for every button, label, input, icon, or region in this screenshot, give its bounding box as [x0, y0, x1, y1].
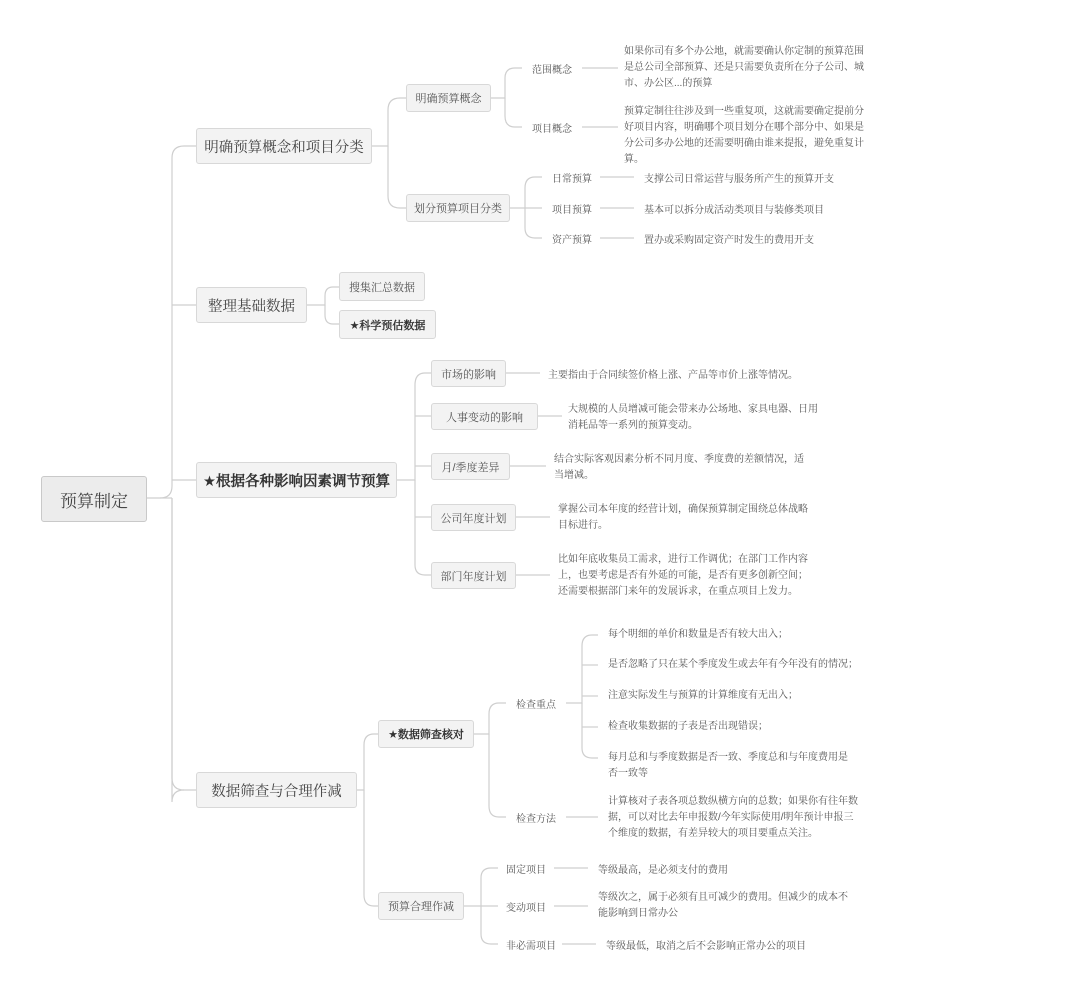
branch-basic-data[interactable]	[196, 287, 307, 323]
desc-check-method: 计算核对子表各项总数纵横方向的总数；如果你有往年数据，可以对比去年申报数/今年实际使用/明年预计申报三个维度的数据，有差异较大的项目要重点关注。	[608, 796, 858, 839]
node-classify-items[interactable]	[406, 194, 510, 222]
node-hr-change-label: 人事变动的影响	[446, 411, 523, 424]
branch-screen-reduce-label: 数据筛查与合理作减	[211, 783, 342, 800]
desc-asset-budget: 置办或采购固定资产时发生的费用开支	[644, 235, 814, 246]
leaf-asset-budget[interactable]: 资产预算	[552, 235, 592, 246]
node-clarify-concept-label: 明确预算概念	[415, 93, 482, 105]
node-annual-plan[interactable]	[431, 504, 516, 531]
node-screen-check[interactable]	[378, 720, 474, 748]
leaf-daily-budget[interactable]: 日常预算	[552, 174, 592, 185]
node-classify-items-label: 划分预算项目分类	[414, 203, 502, 215]
desc-season-diff: 结合实际客观因素分析不同月度、季度费的差额情况，适当增减。	[554, 454, 804, 481]
desc-fixed-item: 等级最高，是必须支付的费用	[598, 865, 728, 876]
leaf-variable-item[interactable]: 变动项目	[506, 903, 546, 914]
node-season-diff[interactable]	[431, 453, 510, 480]
desc-optional-item: 等级最低，取消之后不会影响正常办公的项目	[606, 941, 806, 952]
desc-daily-budget: 支撑公司日常运营与服务所产生的预算开支	[644, 174, 834, 185]
leaf-project-budget[interactable]: 项目预算	[552, 205, 592, 216]
root-label: 预算制定	[60, 491, 128, 511]
node-dept-plan-label: 部门年度计划	[440, 570, 507, 583]
check-key-item-2: 是否忽略了只在某个季度发生或去年有今年没有的情况；	[608, 659, 858, 670]
node-reasonable-reduce[interactable]	[378, 892, 464, 920]
desc-range-concept: 如果你司有多个办公地，就需要确认你定制的预算范围是总公司全部预算、还是只需要负责所在分子公司、城市、办公区...的预算	[624, 46, 864, 89]
check-key-item-5: 每月总和与季度数据是否一致、季度总和与年度费用是否一致等	[608, 752, 848, 779]
node-reasonable-reduce-label: 预算合理作减	[388, 901, 454, 913]
check-key-item-3: 注意实际发生与预算的计算维度有无出入；	[608, 690, 798, 701]
node-market-label: 市场的影响	[441, 368, 496, 381]
node-dept-plan[interactable]	[431, 562, 516, 589]
node-collect-data[interactable]	[339, 272, 425, 301]
node-collect-data-label: 搜集汇总数据	[349, 281, 415, 294]
node-screen-check-label: ★数据筛查核对	[388, 729, 464, 741]
check-key-item-1: 每个明细的单价和数量是否有较大出入；	[608, 629, 788, 640]
desc-annual-plan: 掌握公司本年度的经营计划，确保预算制定围绕总体战略目标进行。	[558, 504, 808, 531]
leaf-check-key[interactable]: 检查重点	[516, 700, 556, 711]
desc-variable-item: 等级次之，属于必须有且可减少的费用。但减少的成本不能影响到日常办公	[598, 892, 848, 919]
node-estimate-data[interactable]	[339, 310, 436, 339]
node-clarify-concept[interactable]	[406, 84, 491, 112]
desc-market: 主要指由于合同续签价格上涨、产品等市价上涨等情况。	[548, 370, 798, 381]
node-hr-change[interactable]	[431, 403, 538, 430]
branch-budget-concept-label: 明确预算概念和项目分类	[204, 139, 364, 156]
node-season-diff-label: 月/季度差异	[441, 461, 500, 474]
node-annual-plan-label: 公司年度计划	[440, 512, 507, 525]
branch-budget-concept[interactable]	[196, 128, 372, 164]
leaf-range-concept[interactable]: 范围概念	[532, 65, 572, 76]
leaf-check-method[interactable]: 检查方法	[516, 814, 556, 825]
branch-basic-data-label: 整理基础数据	[208, 298, 295, 315]
node-market[interactable]	[431, 360, 506, 387]
desc-hr-change: 大规模的人员增减可能会带来办公场地、家具电器、日用消耗品等一系列的预算变动。	[568, 404, 818, 431]
leaf-optional-item[interactable]: 非必需项目	[506, 941, 556, 952]
leaf-item-concept[interactable]: 项目概念	[532, 124, 572, 135]
branch-screen-reduce[interactable]	[196, 772, 357, 808]
desc-dept-plan: 比如年底收集员工需求，进行工作调优；在部门工作内容上，也要考虑是否有外延的可能，是否有更多创新空间；还需要根据部门来年的发展诉求，在重点项目上发力。	[558, 554, 808, 597]
branch-adjust-budget-label: ★根据各种影响因素调节预算	[203, 473, 390, 490]
node-estimate-data-label: ★科学预估数据	[349, 319, 426, 332]
branch-adjust-budget[interactable]	[196, 462, 397, 498]
check-key-item-4: 检查收集数据的子表是否出现错误；	[608, 721, 768, 732]
desc-item-concept: 预算定制往往涉及到一些重复项，这就需要确定提前分好项目内容，明确哪个项目划分在哪个部分中、如果是分公司多办公地的还需要明确由谁来提报，避免重复计算。	[624, 106, 864, 165]
leaf-fixed-item[interactable]: 固定项目	[506, 865, 546, 876]
root-node[interactable]	[41, 476, 147, 522]
desc-project-budget: 基本可以拆分成活动类项目与装修类项目	[644, 205, 824, 216]
